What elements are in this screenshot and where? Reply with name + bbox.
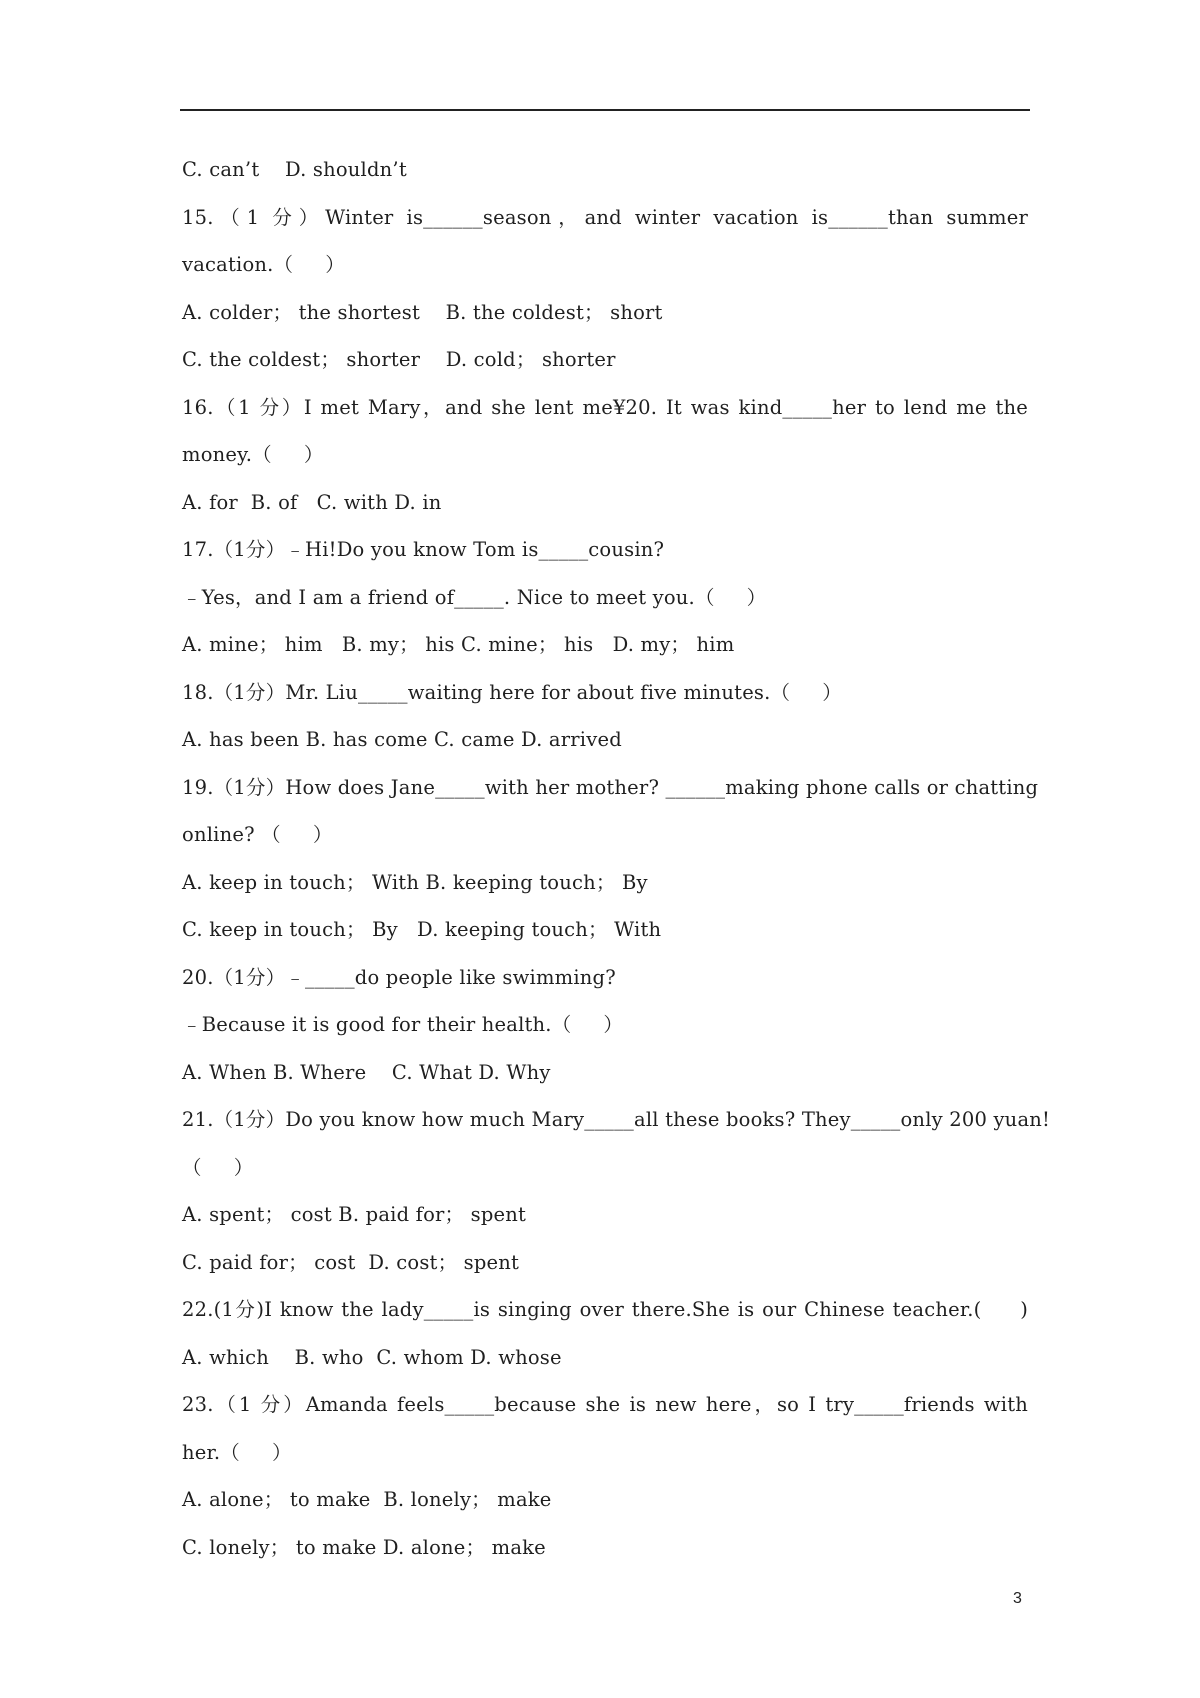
text-line: 19.（1分）How does Jane_____with her mother? ______making phone calls or chatting (182, 776, 1039, 799)
text-line: money.（ ） (182, 443, 324, 466)
text-line: vacation.（ ） (182, 253, 345, 276)
text-line: A. alone； to make B. lonely； make (182, 1488, 552, 1511)
text-line: C. can’t D. shouldn’t (182, 158, 407, 181)
text-line: 21.（1分）Do you know how much Mary_____all these books? They_____only 200 yuan! (182, 1108, 1051, 1131)
text-line: A. has been B. has come C. came D. arrived (182, 728, 622, 751)
text-line: A. which B. who C. whom D. whose (182, 1346, 562, 1369)
text-line: 17.（1分）﹣Hi!Do you know Tom is_____cousin? (182, 538, 665, 561)
text-line: C. lonely； to make D. alone； make (182, 1536, 546, 1559)
text-line: 18.（1分）Mr. Liu_____waiting here for about five minutes.（ ） (182, 681, 842, 704)
text-line: （ ） (182, 1156, 254, 1179)
text-line: C. keep in touch； By D. keeping touch； With (182, 918, 662, 941)
text-line: 23.（1 分）Amanda feels_____because she is new here，so I try_____friends with (182, 1393, 1028, 1416)
text-line: C. the coldest； shorter D. cold； shorter (182, 348, 616, 371)
text-line: A. mine； him B. my； his C. mine； his D. my； him (182, 633, 735, 656)
text-line: 15.（1 分）Winter is______season，and winter vacation is______than summer (182, 206, 1028, 229)
text-line: A. When B. Where C. What D. Why (182, 1061, 551, 1084)
text-line: A. colder； the shortest B. the coldest； short (182, 301, 663, 324)
text-line: 22.(1分)I know the lady_____is singing over there.She is our Chinese teacher.( ) (182, 1298, 1028, 1321)
text-line: A. for B. of C. with D. in (182, 491, 442, 514)
text-line: online? （ ） (182, 823, 333, 846)
text-line: A. keep in touch； With B. keeping touch； By (182, 871, 648, 894)
text-line: 16.（1 分）I met Mary，and she lent me¥20. It was kind_____her to lend me the (182, 396, 1028, 419)
text-line: A. spent； cost B. paid for； spent (182, 1203, 527, 1226)
text-line: ﹣Because it is good for their health.（ ） (182, 1013, 624, 1036)
text-line: 20.（1分）﹣_____do people like swimming? (182, 966, 616, 989)
header-rule (180, 109, 1030, 111)
page-number: 3 (1013, 1590, 1022, 1607)
text-line: ﹣Yes，and I am a friend of_____. Nice to meet you.（ ） (182, 586, 767, 609)
text-line: her.（ ） (182, 1441, 292, 1464)
text-line: C. paid for； cost D. cost； spent (182, 1251, 520, 1274)
